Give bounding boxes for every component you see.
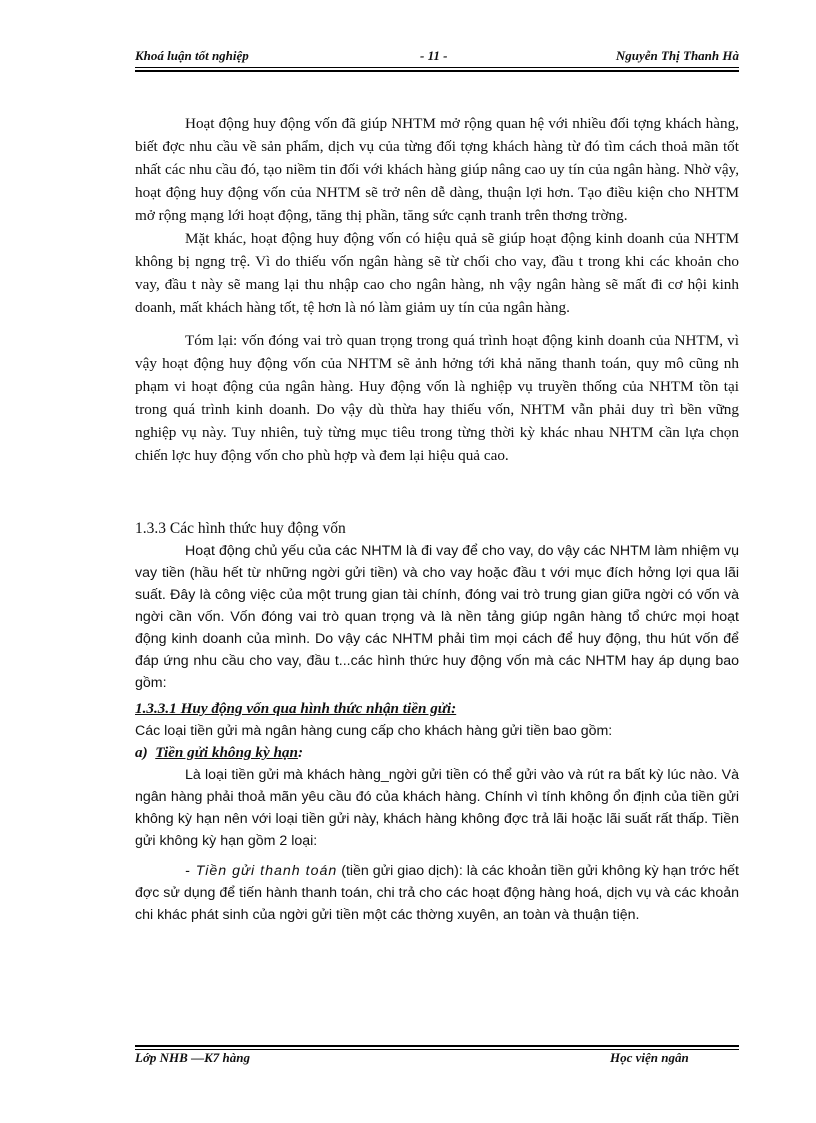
header-thesis-label: Khoá luận tốt nghiệp	[135, 48, 249, 63]
term-payment-deposit: - Tiền gửi thanh toán	[185, 863, 338, 879]
item-a-label: a)	[135, 744, 148, 761]
item-a-colon: :	[297, 744, 304, 761]
footer-class: Lớp NHB —K7 hàng	[135, 1050, 250, 1065]
item-a-heading	[135, 742, 739, 764]
paragraph-4: Hoạt động chủ yếu của các NHTM là đi vay để cho vay, do vậy các NHTM làm nhiệm vụ vay tiền (hầu hết từ những ngời gửi tiền) và cho vay hoặc đầu t với mục đích hởng lợi qua lãi suất. Đây là công việc của một trung gian tài chính, đóng vai trò trung gian giữa ngời có vốn và ngời cần vốn. Vốn đóng vai trò quan trọng và là nền tảng giúp ngân hàng tổ chức mọi hoạt động kinh doanh của mình. Do vậy các NHTM phải tìm mọi cách để huy động, thu hút vốn để đáp ứng nhu cầu cho vay, đầu t...các hình thức huy động vốn mà các NHTM hay áp dụng bao gồm:	[135, 543, 739, 691]
paragraph-6-text: (tiền gửi giao dịch): là các khoản tiền gửi không kỳ hạn trớc hết đợc sử dụng để tiến hành thanh toán, chi trả cho các hoạt động hàng hoá, dịch vụ và các khoản chi khác phát sinh của ngời gửi tiền một các thờng xuyên, an toàn và thuận tiện.	[135, 863, 739, 923]
header-author: Nguyễn Thị Thanh Hà	[615, 48, 739, 63]
paragraph-6	[135, 860, 739, 926]
page-number: - 11 -	[420, 48, 448, 63]
paragraph-2: Mặt khác, hoạt động huy động vốn có hiệu quả sẽ giúp hoạt động kinh doanh của NHTM không bị ngng trệ. Vì do thiếu vốn ngân hàng sẽ từ chối cho vay, đầu t trong khi các khoản cho vay, đầu t này sẽ mang lại thu nhập cao cho ngân hàng, nh vậy ngân hàng sẽ mất đi cơ hội kinh doanh, mất khách hàng tốt, tệ hơn là nó làm giảm uy tín của ngân hàng.	[135, 230, 739, 316]
paragraph-5: Là loại tiền gửi mà khách hàng_ngời gửi tiền có thể gửi vào và rút ra bất kỳ lúc nào. Và ngân hàng phải thoả mãn yêu cầu đó của khách hàng. Chính vì tính không ổn định của tiền gửi không kỳ hạn nên với loại tiền gửi này, khách hàng không đợc trả lãi hoặc lãi suất rất thấp. Tiền gửi không kỳ hạn gồm 2 loại:	[135, 767, 739, 849]
section-intro: Các loại tiền gửi mà ngân hàng cung cấp cho khách hàng gửi tiền bao gồm:	[135, 723, 613, 739]
header-rule	[135, 67, 739, 68]
page-body	[135, 112, 739, 926]
page-header	[135, 48, 739, 68]
header-rule-thick	[135, 70, 739, 72]
section-heading-1-3-3-1: 1.3.3.1 Huy động vốn qua hình thức nhận tiền gửi:	[135, 700, 457, 717]
footer-institution: Học viện ngân	[610, 1050, 689, 1065]
footer-rule-thick	[135, 1045, 739, 1047]
item-a-title: Tiền gửi không kỳ hạn	[155, 744, 298, 761]
paragraph-1: Hoạt động huy động vốn đã giúp NHTM mở rộng quan hệ với nhiều đối tợng khách hàng, biết đợc nhu cầu về sản phẩm, dịch vụ của từng đối tợng khách hàng từ đó tìm cách thoả mãn tốt nhất các nhu cầu đó, tạo niềm tin đối với khách hàng giúp nâng cao uy tín của ngân hàng. Nhờ vậy, hoạt động huy động vốn của NHTM sẽ trở nên dễ dàng, thuận lợi hơn. Tạo điều kiện cho NHTM mở rộng mạng lới hoạt động, tăng thị phần, tăng sức cạnh tranh trên thơng trờng.	[135, 115, 739, 224]
paragraph-3: Tóm lại: vốn đóng vai trò quan trọng trong quá trình hoạt động kinh doanh của NHTM, vì vậy hoạt động huy động vốn của NHTM sẽ ảnh hởng tới khả năng thanh toán, quy mô cũng nh phạm vi hoạt động của ngân hàng. Huy động vốn là nghiệp vụ truyền thống của NHTM tồn tại trong quá trình kinh doanh. Do vậy dù thừa hay thiếu vốn, NHTM vẫn phải duy trì bền vững nghiệp vụ này. Tuy nhiên, tuỳ từng mục tiêu trong từng thời kỳ khác nhau NHTM cần lựa chọn chiến lợc huy động vốn cho phù hợp và đem lại hiệu quả cao.	[135, 332, 739, 464]
section-heading-1-3-3: 1.3.3 Các hình thức huy động vốn	[135, 520, 346, 537]
